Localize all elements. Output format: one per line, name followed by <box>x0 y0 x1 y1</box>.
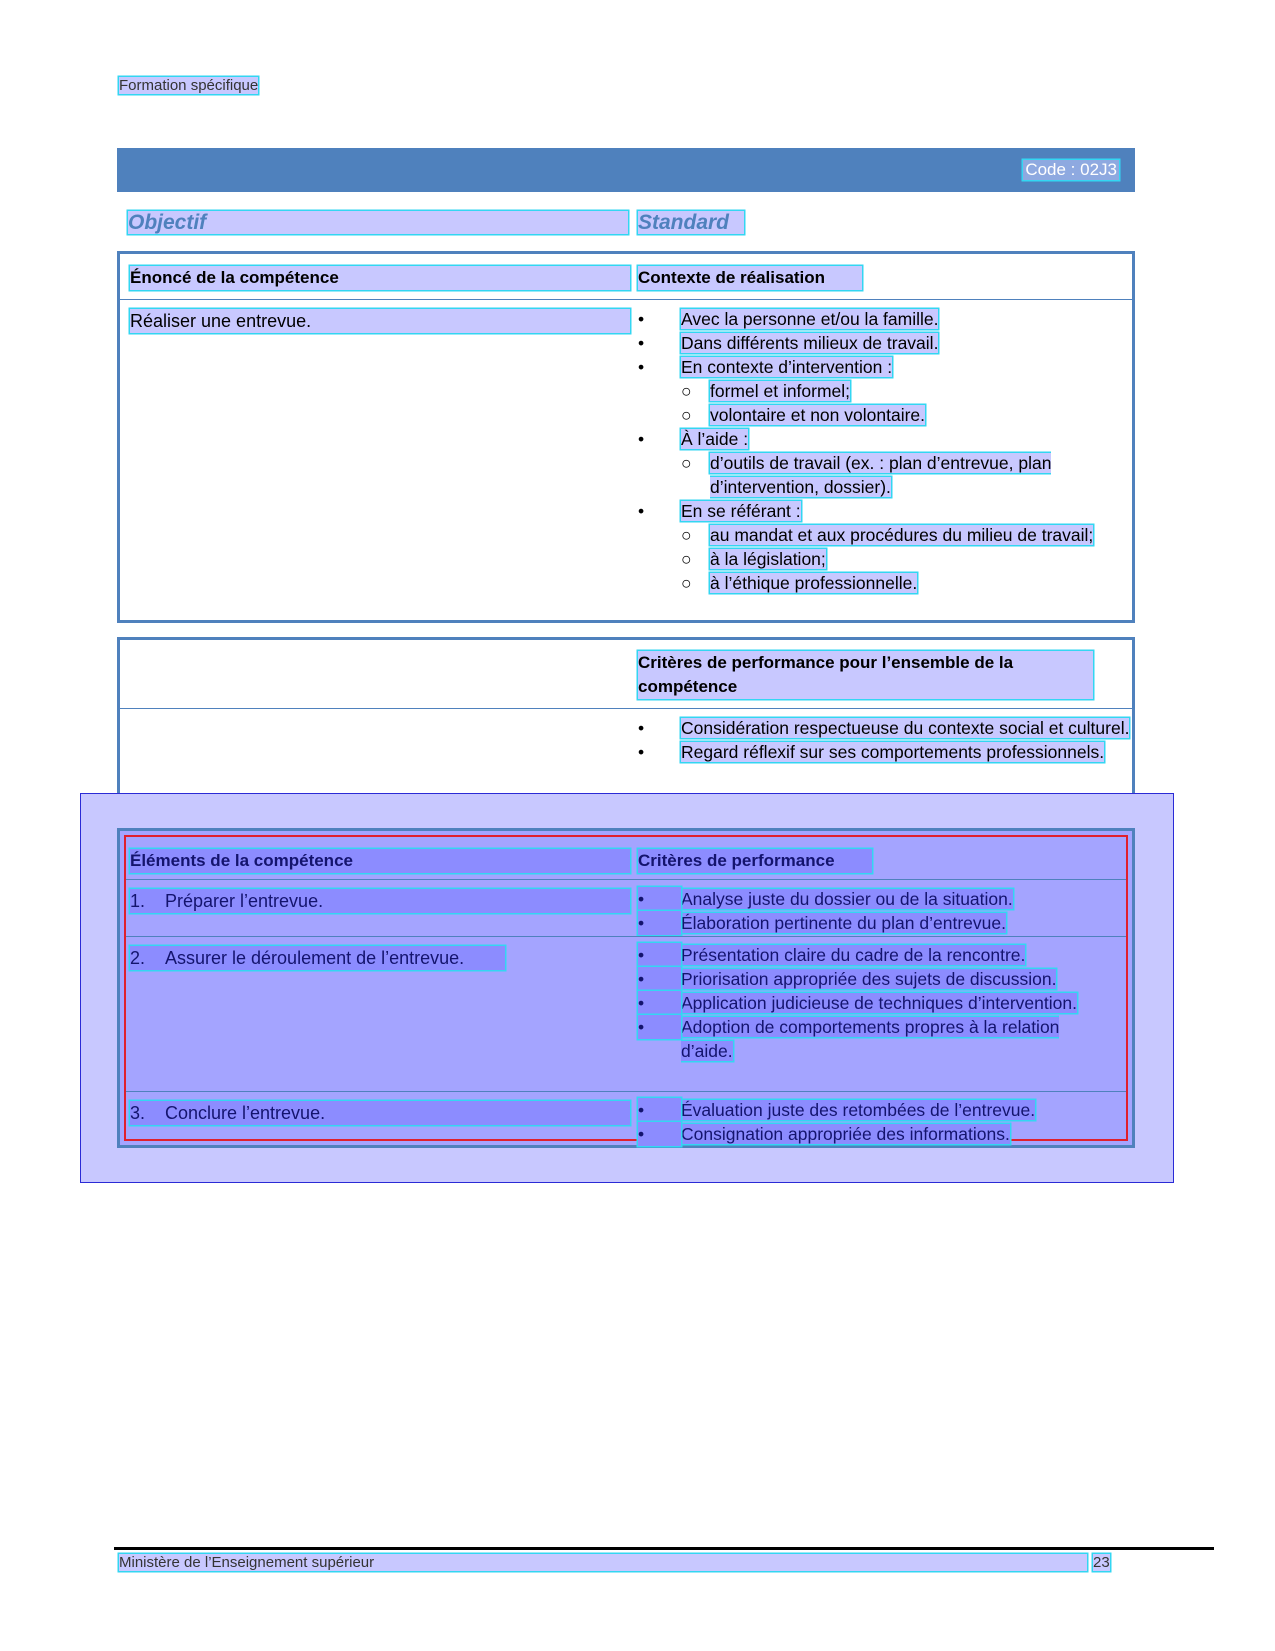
circle-bullet-icon: ○ <box>681 453 692 473</box>
element-text: Assurer le déroulement de l’entrevue. <box>165 948 465 968</box>
list-item-text: Dans différents milieux de travail. <box>681 333 939 353</box>
criteria-header: Critères de performance pour l’ensemble de la compétence <box>638 651 1093 699</box>
bullet-icon: • <box>638 911 681 935</box>
circle-bullet-icon: ○ <box>681 549 692 569</box>
list-item-text: formel et informel; <box>710 381 851 401</box>
circle-bullet-icon: ○ <box>681 525 692 545</box>
circle-bullet-icon: ○ <box>681 573 692 593</box>
list-item-text: au mandat et aux procédures du milieu de travail; <box>710 525 1094 545</box>
criteria-item: • Adoption de comportements propres à la relation d’aide. <box>638 1017 1060 1061</box>
criteria-item: • Consignation appropriée des informations. <box>638 1124 1010 1144</box>
elements-header: Éléments de la compétence <box>130 849 630 873</box>
bullet-icon: • <box>638 1098 681 1122</box>
bullet-icon: • <box>638 309 645 329</box>
competence-table <box>117 251 1135 623</box>
element-2-criteria <box>638 943 1161 1063</box>
sub-list-item <box>638 403 1120 427</box>
bullet-icon: • <box>638 887 681 911</box>
competence-table-header <box>120 254 1132 300</box>
element-number: 2. <box>130 948 146 968</box>
criteria-item: • Application judicieuse de techniques d’intervention. <box>638 993 1077 1013</box>
list-item <box>638 355 1149 379</box>
bullet-icon: • <box>638 991 681 1015</box>
list-item-text: Avec la personne et/ou la famille. <box>681 309 939 329</box>
list-item-text: En contexte d’intervention : <box>681 357 893 377</box>
bullet-icon: • <box>638 943 681 967</box>
criteria-item: • Présentation claire du cadre de la rencontre. <box>638 945 1026 965</box>
element-number: 1. <box>130 891 146 911</box>
context-header: Contexte de réalisation <box>638 266 862 290</box>
element-row-2 <box>130 946 505 970</box>
running-header: Formation spécifique <box>119 77 259 94</box>
performance-header: Critères de performance <box>638 849 872 873</box>
circle-bullet-icon: ○ <box>681 405 692 425</box>
element-3-criteria <box>638 1098 1149 1146</box>
sub-list-item <box>638 523 1120 547</box>
list-item <box>638 331 1149 355</box>
element-text: Préparer l’entrevue. <box>165 891 324 911</box>
criteria-table <box>117 637 1135 813</box>
bullet-icon: • <box>638 1015 681 1039</box>
list-item-text: volontaire et non volontaire. <box>710 405 925 425</box>
element-row-3 <box>130 1101 630 1125</box>
footer-rule <box>114 1547 1214 1550</box>
sub-list-item <box>638 547 1120 571</box>
criteria-list <box>638 716 1149 764</box>
list-item <box>638 427 1149 451</box>
element-1-criteria <box>638 887 1149 935</box>
bullet-icon: • <box>638 742 645 762</box>
list-item-text: à l’éthique professionnelle. <box>710 573 918 593</box>
element-number: 3. <box>130 1103 146 1123</box>
elements-table <box>117 828 1135 1148</box>
elements-table-inner <box>124 835 1128 1144</box>
footer-ministry: Ministère de l’Enseignement supérieur <box>119 1554 1087 1571</box>
bullet-icon: • <box>638 501 645 521</box>
context-list <box>638 307 1149 595</box>
sub-list-item <box>638 571 1120 595</box>
list-item <box>638 307 1149 331</box>
element-text: Conclure l’entrevue. <box>165 1103 326 1123</box>
competence-statement-header: Énoncé de la compétence <box>130 266 630 290</box>
row-divider <box>126 1091 1126 1092</box>
criteria-item: • Élaboration pertinente du plan d’entrevue. <box>638 913 1006 933</box>
bullet-icon: • <box>638 333 645 353</box>
bullet-icon: • <box>638 429 645 449</box>
competence-code: Code : 02J3 <box>1025 160 1117 179</box>
row-divider <box>126 879 1126 880</box>
list-item <box>638 716 1149 740</box>
criteria-item: • Analyse juste du dossier ou de la situation. <box>638 889 1013 909</box>
page-number: 23 <box>1093 1554 1110 1571</box>
bullet-icon: • <box>638 967 681 991</box>
list-item-text: d’outils de travail (ex. : plan d’entrevue, plan d’intervention, dossier). <box>710 453 1052 497</box>
list-item-text: Regard réflexif sur ses comportements professionnels. <box>681 742 1105 762</box>
list-item-text: Considération respectueuse du contexte social et culturel. <box>681 718 1130 738</box>
list-item-text: En se référant : <box>681 501 801 521</box>
circle-bullet-icon: ○ <box>681 381 692 401</box>
list-item-text: à la législation; <box>710 549 826 569</box>
row-divider <box>126 936 1126 937</box>
list-item <box>638 740 1149 764</box>
competence-statement: Réaliser une entrevue. <box>130 309 630 333</box>
bullet-icon: • <box>638 718 645 738</box>
sub-list-item <box>638 379 1120 403</box>
element-row-1 <box>130 889 630 913</box>
bullet-icon: • <box>638 1122 681 1146</box>
criteria-item: • Évaluation juste des retombées de l’entrevue. <box>638 1100 1036 1120</box>
criteria-item: • Priorisation appropriée des sujets de discussion. <box>638 969 1057 989</box>
standard-title: Standard <box>638 211 744 234</box>
code-bar <box>117 148 1135 192</box>
bullet-icon: • <box>638 357 645 377</box>
criteria-table-header <box>120 640 1132 709</box>
sub-list-item <box>638 451 1120 499</box>
objective-title: Objectif <box>128 211 628 234</box>
list-item-text: À l’aide : <box>681 429 749 449</box>
list-item <box>638 499 1149 523</box>
